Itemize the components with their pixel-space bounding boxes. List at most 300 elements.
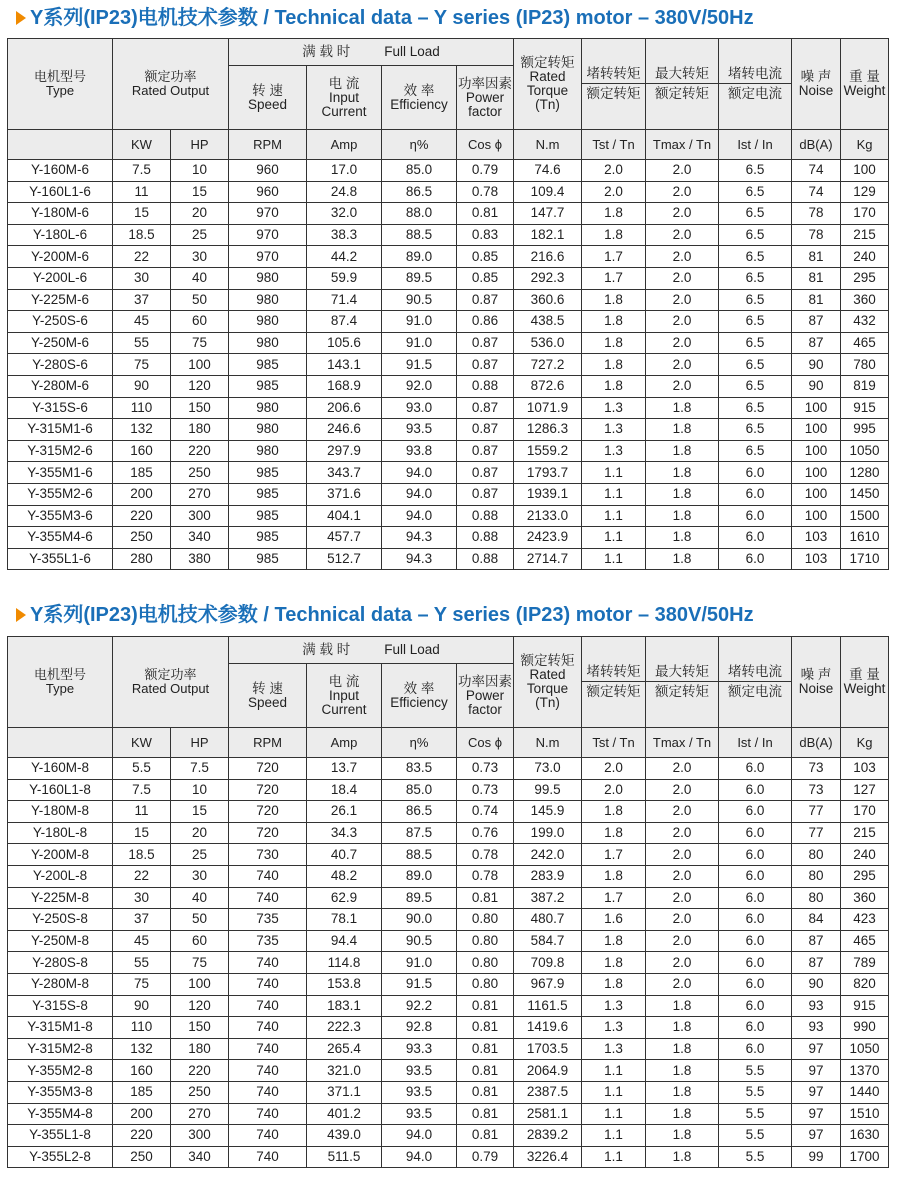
value-cell: 150 [171, 1017, 229, 1039]
value-cell: 89.5 [382, 887, 457, 909]
value-cell: 73.0 [514, 758, 582, 780]
value-cell: 6.5 [719, 332, 792, 354]
motor-type-cell: Y-250S-8 [8, 909, 113, 931]
value-cell: 5.5 [719, 1146, 792, 1168]
value-cell: 250 [171, 462, 229, 484]
table-row [8, 246, 889, 268]
value-cell: 168.9 [307, 375, 382, 397]
weight-header [841, 39, 889, 130]
motor-type-cell: Y-315S-6 [8, 397, 113, 419]
unit-header-cell: Ist / In [719, 728, 792, 758]
value-cell: 872.6 [514, 375, 582, 397]
value-cell: 240 [841, 844, 889, 866]
type-header-cn: 电机型号 [33, 667, 86, 682]
title-en: Technical data – Y series (IP23) motor – 380V/50Hz [274, 7, 754, 29]
value-cell: 0.81 [457, 1103, 514, 1125]
table-row [8, 1038, 889, 1060]
value-cell: 1.8 [646, 1038, 719, 1060]
motor-type-cell: Y-160M-6 [8, 160, 113, 182]
value-cell: 85.0 [382, 779, 457, 801]
motor-type-cell: Y-160L1-8 [8, 779, 113, 801]
table-row [8, 844, 889, 866]
table-row [8, 203, 889, 225]
value-cell: 83.5 [382, 758, 457, 780]
value-cell: 88.0 [382, 203, 457, 225]
motor-type-cell: Y-355M2-6 [8, 483, 113, 505]
value-cell: 2.0 [646, 224, 719, 246]
value-cell: 62.9 [307, 887, 382, 909]
value-cell: 73 [792, 779, 841, 801]
value-cell: 0.80 [457, 952, 514, 974]
value-cell: 2.0 [646, 311, 719, 333]
value-cell: 92.8 [382, 1017, 457, 1039]
torque-cn: 额定转矩 [520, 653, 575, 668]
value-cell: 740 [229, 1017, 307, 1039]
value-cell: 132 [113, 1038, 171, 1060]
value-cell: 1.7 [582, 246, 646, 268]
value-cell: 93.5 [382, 1060, 457, 1082]
value-cell: 2.0 [646, 973, 719, 995]
value-cell: 340 [171, 1146, 229, 1168]
maxt-cn1: 最大转矩 [646, 665, 718, 682]
full-load-cn: 满 载 时 [302, 642, 351, 657]
value-cell: 1.1 [582, 1146, 646, 1168]
motor-type-cell: Y-315M1-8 [8, 1017, 113, 1039]
type-header [8, 39, 113, 130]
value-cell: 37 [113, 289, 171, 311]
value-cell: 270 [171, 1103, 229, 1125]
value-cell: 0.73 [457, 779, 514, 801]
value-cell: 1.1 [582, 1125, 646, 1147]
noise-header [792, 637, 841, 728]
table-row [8, 267, 889, 289]
table-row [8, 527, 889, 549]
value-cell: 1610 [841, 527, 889, 549]
value-cell: 1500 [841, 505, 889, 527]
weight-cn: 重 量 [849, 69, 880, 84]
value-cell: 1050 [841, 1038, 889, 1060]
value-cell: 985 [229, 462, 307, 484]
value-cell: 960 [229, 160, 307, 182]
table-row [8, 505, 889, 527]
motor-type-cell: Y-355M1-6 [8, 462, 113, 484]
value-cell: 970 [229, 246, 307, 268]
torque-header [514, 637, 582, 728]
value-cell: 6.0 [719, 779, 792, 801]
value-cell: 6.0 [719, 758, 792, 780]
lrt-cn2: 额定转矩 [586, 86, 641, 101]
motor-type-cell: Y-250M-8 [8, 930, 113, 952]
value-cell: 20 [171, 822, 229, 844]
value-cell: 1286.3 [514, 419, 582, 441]
value-cell: 89.0 [382, 246, 457, 268]
value-cell: 90 [792, 973, 841, 995]
value-cell: 1.8 [582, 865, 646, 887]
value-cell: 780 [841, 354, 889, 376]
torque-en1: Rated [529, 667, 566, 682]
value-cell: 1.3 [582, 419, 646, 441]
table-row [8, 419, 889, 441]
value-cell: 6.5 [719, 181, 792, 203]
value-cell: 1.8 [646, 1060, 719, 1082]
value-cell: 30 [113, 267, 171, 289]
table-row [8, 758, 889, 780]
motor-type-cell: Y-355L2-8 [8, 1146, 113, 1168]
table-row [8, 909, 889, 931]
value-cell: 265.4 [307, 1038, 382, 1060]
value-cell: 6.5 [719, 203, 792, 225]
value-cell: 147.7 [514, 203, 582, 225]
value-cell: 0.81 [457, 1017, 514, 1039]
value-cell: 2064.9 [514, 1060, 582, 1082]
value-cell: 1071.9 [514, 397, 582, 419]
unit-header-cell: Tst / Tn [582, 130, 646, 160]
units-row [8, 728, 889, 758]
value-cell: 2.0 [646, 930, 719, 952]
value-cell: 110 [113, 1017, 171, 1039]
noise-cn: 噪 声 [800, 667, 832, 682]
value-cell: 740 [229, 995, 307, 1017]
value-cell: 2.0 [646, 246, 719, 268]
value-cell: 89.5 [382, 267, 457, 289]
value-cell: 297.9 [307, 440, 382, 462]
eff-en: Efficiency [390, 96, 448, 112]
value-cell: 985 [229, 548, 307, 570]
value-cell: 1.8 [582, 952, 646, 974]
torque-cn: 额定转矩 [520, 55, 575, 70]
value-cell: 22 [113, 865, 171, 887]
motor-type-cell: Y-180L-6 [8, 224, 113, 246]
value-cell: 0.86 [457, 311, 514, 333]
value-cell: 1.8 [646, 1103, 719, 1125]
value-cell: 985 [229, 375, 307, 397]
table-row [8, 865, 889, 887]
unit-header-cell: Amp [307, 130, 382, 160]
value-cell: 343.7 [307, 462, 382, 484]
value-cell: 0.88 [457, 505, 514, 527]
value-cell: 44.2 [307, 246, 382, 268]
value-cell: 2.0 [646, 801, 719, 823]
value-cell: 220 [171, 1060, 229, 1082]
value-cell: 1.8 [646, 1081, 719, 1103]
table-row [8, 483, 889, 505]
locked-rotor-current-header [719, 39, 792, 130]
table-row [8, 548, 889, 570]
value-cell: 1710 [841, 548, 889, 570]
value-cell: 18.4 [307, 779, 382, 801]
table-row [8, 224, 889, 246]
motor-type-cell: Y-355M4-8 [8, 1103, 113, 1125]
value-cell: 727.2 [514, 354, 582, 376]
speed-en: Speed [247, 96, 288, 112]
value-cell: 75 [171, 952, 229, 974]
value-cell: 980 [229, 267, 307, 289]
noise-cn: 噪 声 [800, 69, 832, 84]
lrt-cn1: 堵转转矩 [582, 665, 645, 682]
value-cell: 300 [171, 1125, 229, 1147]
max-torque-header [646, 637, 719, 728]
table-body [8, 758, 889, 1168]
pf-cn: 功率因素 [458, 75, 513, 91]
value-cell: 980 [229, 419, 307, 441]
value-cell: 2581.1 [514, 1103, 582, 1125]
value-cell: 2.0 [646, 909, 719, 931]
motor-type-cell: Y-315S-8 [8, 995, 113, 1017]
maxt-cn2: 额定转矩 [655, 684, 710, 699]
type-header [8, 637, 113, 728]
unit-header-cell: Kg [841, 728, 889, 758]
rated-output-header [113, 39, 229, 130]
value-cell: 90 [113, 995, 171, 1017]
value-cell: 0.79 [457, 160, 514, 182]
value-cell: 25 [171, 224, 229, 246]
value-cell: 0.80 [457, 909, 514, 931]
value-cell: 11 [113, 801, 171, 823]
section-title [16, 600, 754, 630]
value-cell: 280 [113, 548, 171, 570]
motor-type-cell: Y-315M1-6 [8, 419, 113, 441]
value-cell: 2839.2 [514, 1125, 582, 1147]
value-cell: 5.5 [719, 1103, 792, 1125]
motor-type-cell: Y-280M-8 [8, 973, 113, 995]
value-cell: 127 [841, 779, 889, 801]
lrt-cn1: 堵转转矩 [582, 67, 645, 84]
value-cell: 0.81 [457, 995, 514, 1017]
value-cell: 74 [792, 160, 841, 182]
spec-table-6-pole [7, 38, 889, 570]
value-cell: 980 [229, 289, 307, 311]
value-cell: 6.5 [719, 354, 792, 376]
pf-en1: Power [465, 687, 505, 703]
value-cell: 1280 [841, 462, 889, 484]
lrc-cn1: 堵转电流 [719, 665, 791, 682]
value-cell: 5.5 [113, 758, 171, 780]
value-cell: 735 [229, 909, 307, 931]
value-cell: 132 [113, 419, 171, 441]
value-cell: 740 [229, 1038, 307, 1060]
value-cell: 584.7 [514, 930, 582, 952]
value-cell: 6.0 [719, 1017, 792, 1039]
units-row [8, 130, 889, 160]
value-cell: 94.0 [382, 1146, 457, 1168]
value-cell: 250 [113, 1146, 171, 1168]
value-cell: 215 [841, 822, 889, 844]
spec-table-8-pole [7, 636, 889, 1168]
value-cell: 511.5 [307, 1146, 382, 1168]
table-row [8, 462, 889, 484]
value-cell: 160 [113, 440, 171, 462]
torque-en2: Torque [526, 681, 569, 696]
value-cell: 1450 [841, 483, 889, 505]
value-cell: 512.7 [307, 548, 382, 570]
value-cell: 50 [171, 909, 229, 931]
value-cell: 15 [171, 181, 229, 203]
table-row [8, 440, 889, 462]
value-cell: 1700 [841, 1146, 889, 1168]
current-cn: 电 流 [328, 673, 360, 689]
value-cell: 1.1 [582, 527, 646, 549]
motor-type-cell: Y-355M3-6 [8, 505, 113, 527]
table-row [8, 160, 889, 182]
locked-rotor-current-header [719, 637, 792, 728]
value-cell: 180 [171, 419, 229, 441]
table-row [8, 311, 889, 333]
value-cell: 735 [229, 930, 307, 952]
value-cell: 1703.5 [514, 1038, 582, 1060]
value-cell: 1161.5 [514, 995, 582, 1017]
value-cell: 2.0 [646, 375, 719, 397]
value-cell: 1.1 [582, 462, 646, 484]
motor-type-cell: Y-160L1-6 [8, 181, 113, 203]
value-cell: 380 [171, 548, 229, 570]
value-cell: 182.1 [514, 224, 582, 246]
arrow-bullet-icon [16, 608, 26, 622]
value-cell: 1.8 [646, 419, 719, 441]
value-cell: 13.7 [307, 758, 382, 780]
value-cell: 97 [792, 1081, 841, 1103]
value-cell: 0.81 [457, 1125, 514, 1147]
unit-header-cell: Tmax / Tn [646, 728, 719, 758]
motor-type-cell: Y-355M3-8 [8, 1081, 113, 1103]
value-cell: 80 [792, 865, 841, 887]
value-cell: 38.3 [307, 224, 382, 246]
weight-en: Weight [843, 681, 886, 696]
value-cell: 2.0 [582, 160, 646, 182]
value-cell: 0.85 [457, 246, 514, 268]
value-cell: 6.0 [719, 887, 792, 909]
value-cell: 1.6 [582, 909, 646, 931]
value-cell: 0.87 [457, 289, 514, 311]
value-cell: 94.3 [382, 527, 457, 549]
value-cell: 0.73 [457, 758, 514, 780]
value-cell: 93.8 [382, 440, 457, 462]
value-cell: 93.5 [382, 1081, 457, 1103]
value-cell: 2.0 [646, 758, 719, 780]
unit-header-cell: KW [113, 130, 171, 160]
value-cell: 90.0 [382, 909, 457, 931]
motor-type-cell: Y-280S-6 [8, 354, 113, 376]
motor-type-cell: Y-160M-8 [8, 758, 113, 780]
value-cell: 77 [792, 801, 841, 823]
value-cell: 480.7 [514, 909, 582, 931]
value-cell: 180 [171, 1038, 229, 1060]
current-en1: Input [329, 89, 360, 105]
value-cell: 740 [229, 1081, 307, 1103]
value-cell: 980 [229, 311, 307, 333]
value-cell: 340 [171, 527, 229, 549]
value-cell: 1.7 [582, 267, 646, 289]
noise-en: Noise [798, 681, 834, 696]
value-cell: 103 [792, 548, 841, 570]
value-cell: 200 [113, 483, 171, 505]
value-cell: 88.5 [382, 224, 457, 246]
value-cell: 6.0 [719, 1038, 792, 1060]
current-header [307, 66, 382, 130]
value-cell: 129 [841, 181, 889, 203]
value-cell: 5.5 [719, 1125, 792, 1147]
motor-type-cell: Y-355L1-6 [8, 548, 113, 570]
value-cell: 1.8 [646, 1146, 719, 1168]
value-cell: 59.9 [307, 267, 382, 289]
value-cell: 81 [792, 246, 841, 268]
current-header [307, 664, 382, 728]
value-cell: 423 [841, 909, 889, 931]
lrc-cn2: 额定电流 [728, 86, 783, 101]
value-cell: 730 [229, 844, 307, 866]
value-cell: 110 [113, 397, 171, 419]
value-cell: 97 [792, 1060, 841, 1082]
unit-header-cell: HP [171, 130, 229, 160]
value-cell: 6.0 [719, 844, 792, 866]
value-cell: 1.8 [646, 527, 719, 549]
table-row [8, 1060, 889, 1082]
value-cell: 6.5 [719, 375, 792, 397]
unit-header-cell: Cos ϕ [457, 130, 514, 160]
value-cell: 92.0 [382, 375, 457, 397]
value-cell: 438.5 [514, 311, 582, 333]
motor-type-cell: Y-250M-6 [8, 332, 113, 354]
value-cell: 980 [229, 397, 307, 419]
value-cell: 295 [841, 267, 889, 289]
value-cell: 985 [229, 505, 307, 527]
value-cell: 100 [792, 462, 841, 484]
value-cell: 91.5 [382, 354, 457, 376]
value-cell: 709.8 [514, 952, 582, 974]
value-cell: 17.0 [307, 160, 382, 182]
value-cell: 216.6 [514, 246, 582, 268]
value-cell: 915 [841, 995, 889, 1017]
unit-header-cell: Amp [307, 728, 382, 758]
value-cell: 87 [792, 311, 841, 333]
value-cell: 250 [171, 1081, 229, 1103]
type-header-en: Type [45, 681, 75, 696]
value-cell: 90.5 [382, 289, 457, 311]
value-cell: 103 [841, 758, 889, 780]
value-cell: 1.8 [582, 311, 646, 333]
efficiency-header [382, 664, 457, 728]
value-cell: 0.87 [457, 440, 514, 462]
value-cell: 985 [229, 483, 307, 505]
value-cell: 34.3 [307, 822, 382, 844]
value-cell: 740 [229, 1060, 307, 1082]
value-cell: 0.78 [457, 865, 514, 887]
unit-header-type-empty [8, 130, 113, 160]
lrc-cn1: 堵转电流 [719, 67, 791, 84]
value-cell: 18.5 [113, 224, 171, 246]
value-cell: 32.0 [307, 203, 382, 225]
value-cell: 6.5 [719, 440, 792, 462]
value-cell: 1.7 [582, 887, 646, 909]
eff-en: Efficiency [390, 694, 448, 710]
value-cell: 88.5 [382, 844, 457, 866]
unit-header-cell: η% [382, 728, 457, 758]
value-cell: 0.87 [457, 332, 514, 354]
value-cell: 1.8 [582, 332, 646, 354]
value-cell: 94.0 [382, 462, 457, 484]
speed-cn: 转 速 [252, 82, 283, 98]
table-row [8, 930, 889, 952]
value-cell: 87 [792, 332, 841, 354]
table-row [8, 1081, 889, 1103]
maxt-cn2: 额定转矩 [655, 86, 710, 101]
type-header-cn: 电机型号 [33, 69, 86, 84]
value-cell: 0.88 [457, 375, 514, 397]
value-cell: 15 [113, 203, 171, 225]
value-cell: 45 [113, 930, 171, 952]
value-cell: 465 [841, 332, 889, 354]
current-en2: Current [321, 103, 367, 119]
value-cell: 183.1 [307, 995, 382, 1017]
